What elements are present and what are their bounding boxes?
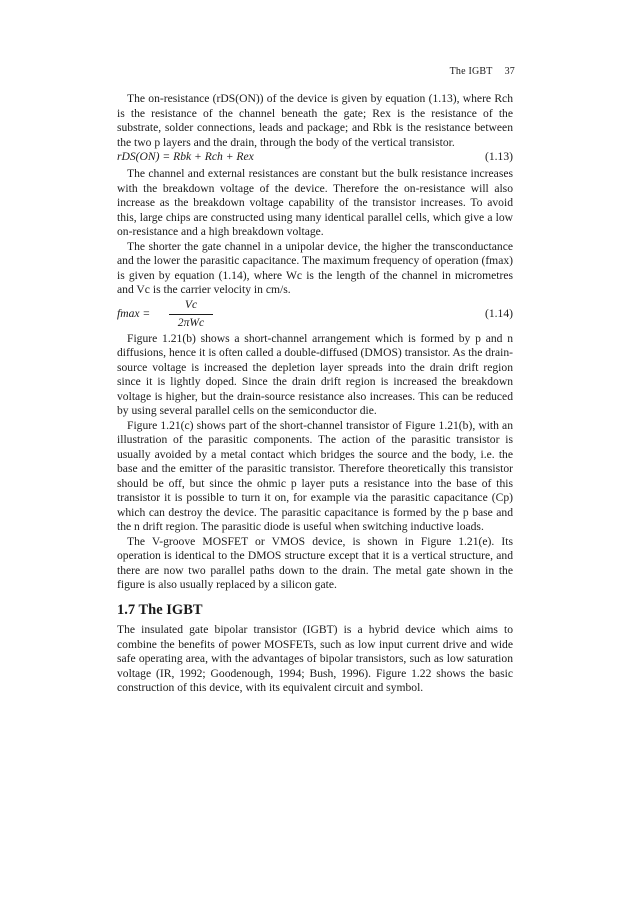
- main-text: [117, 92, 513, 696]
- paragraph-parasitic: Figure 1.21(c) shows part of the short-channel transistor of Figure 1.21(b), with an illustration of the parasitic components. The action of the parasitic transistor is usually avoided by a metal contact which bridges the source and the body, i.e. the base and the emitter of the parasitic transistor. Therefore theoretically this transistor should be off, but since the ohmic p layer puts a resistance into the base of this transistor it is possible to turn it on, for example via the parasitic capacitance (Cp) which can destroy the device. The parasitic capacitance is formed by the p base and the n drift region. The parasitic diode is useful when switching inductive loads.: [117, 418, 513, 533]
- paragraph-vmos: The V-groove MOSFET or VMOS device, is shown in Figure 1.21(e). Its operation is identical to the DMOS structure except that it is a vertical structure, and there are now two parallel paths down to the drain. The metal gate shown in the figure is also usually replaced by a silicon gate.: [117, 534, 513, 591]
- paragraph-gate-channel: The shorter the gate channel in a unipolar device, the higher the transconductance and the lower the parasitic capacitance. The maximum frequency of operation (fmax) is given by equation (1.14), where Wc is the length of the channel in micrometres and Vc is the carrier velocity in cm/s.: [117, 239, 513, 296]
- fraction-bar: [169, 314, 213, 315]
- page-number: 37: [504, 66, 515, 77]
- equation-1-14-denominator: 2πWc: [177, 315, 205, 329]
- equation-1-14-numerator: Vc: [184, 297, 198, 311]
- paragraph-on-resistance: The on-resistance (rDS(ON)) of the device is given by equation (1.13), where Rch is the resistance of the channel beneath the gate; Rex is the resistance of the substrate, solder connections, leads and package; and Rbk is the resistance between the two p layers and the drain, through the body of the vertical transistor.: [117, 92, 513, 149]
- paragraph-dmos: Figure 1.21(b) shows a short-channel arrangement which is formed by p and n diffusions, hence it is often called a double-diffused (DMOS) transistor. As the drain-source voltage is increased the depletion layer spreads into the drain drift region since it is lightly doped. Since the drain drift region is increased the breakdown voltage is higher, but the drain-source resistance also increases. This can be reduced by using several parallel cells on the semiconductor die.: [117, 331, 513, 417]
- running-header: [450, 66, 515, 77]
- running-header-title: The IGBT: [449, 66, 493, 77]
- equation-1-14-number: (1.14): [484, 306, 513, 320]
- paragraph-bulk-resistance: The channel and external resistances are constant but the bulk resistance increases with the breakdown voltage of the device. Therefore the on-resistance will also increase as the breakdown voltage capability of the transistor increases. To avoid this, large chips are constructed using many identical parallel cells, which give a low on-resistance and a high breakdown voltage.: [117, 167, 513, 238]
- equation-1-13-number: (1.13): [484, 150, 513, 163]
- paragraph-igbt: The insulated gate bipolar transistor (IGBT) is a hybrid device which aims to combine the benefits of power MOSFETs, such as low input current drive and wide safe operating area, with the advantages of bipolar transistors, such as low saturation voltage (IR, 1992; Goodenough, 1994; Bush, 1996). Figure 1.22 shows the basic construction of this device, with its equivalent circuit and symbol.: [117, 623, 513, 694]
- equation-1-13: [117, 150, 513, 167]
- equation-1-14: [117, 298, 513, 332]
- section-heading: 1.7 The IGBT: [117, 601, 203, 618]
- equation-1-14-lhs: fmax =: [117, 306, 151, 320]
- equation-1-13-expression: rDS(ON) = Rbk + Rch + Rex: [117, 150, 254, 163]
